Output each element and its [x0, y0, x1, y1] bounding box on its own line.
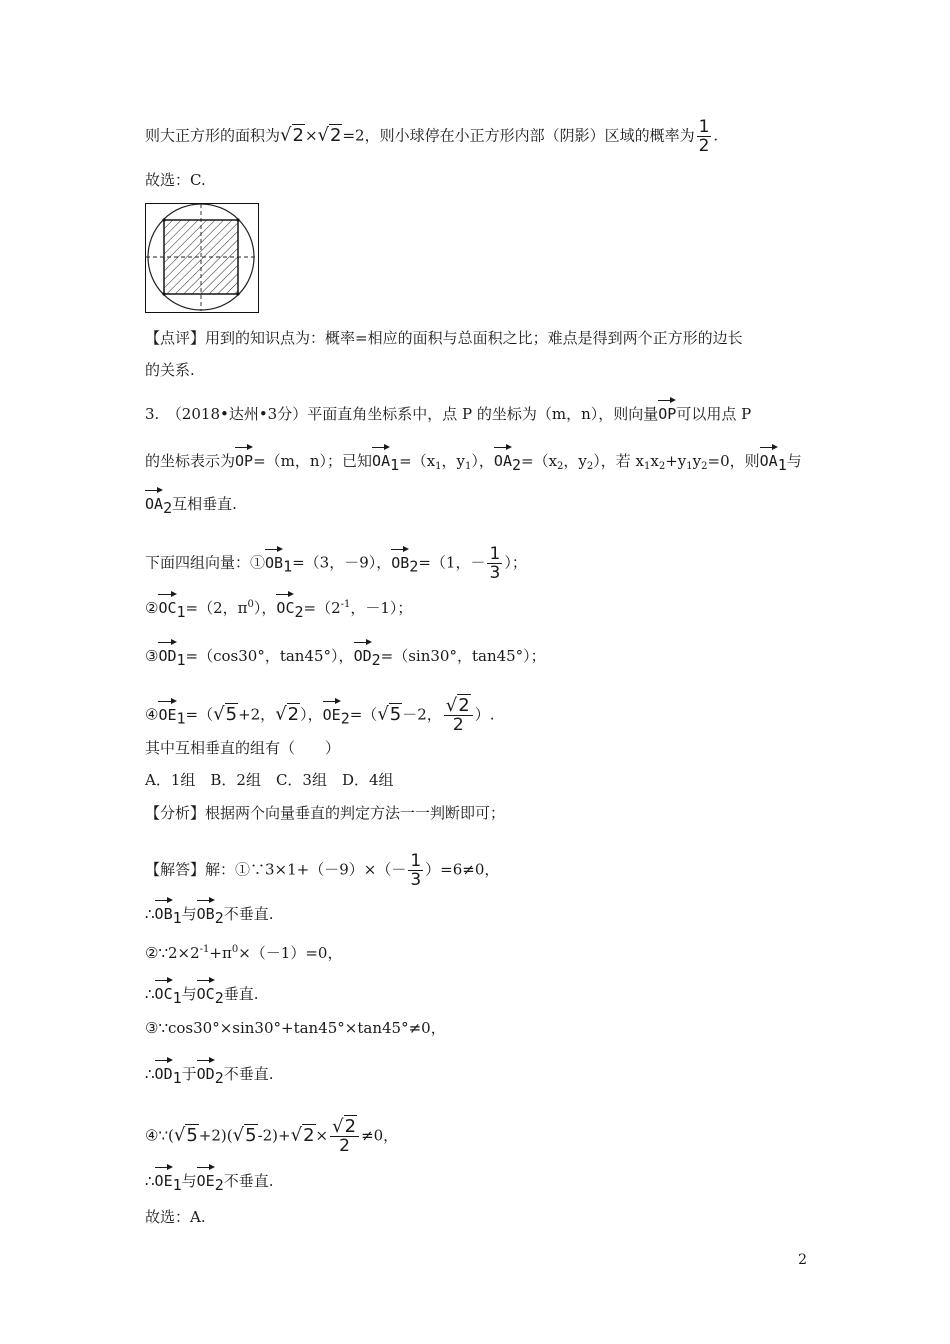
text: ）， — [253, 599, 277, 617]
text-line-10 — [145, 640, 546, 670]
radicand: 5 — [245, 1124, 257, 1146]
text-line-21 — [145, 1118, 398, 1155]
text: . — [713, 126, 719, 145]
vector-oa2: OA — [494, 445, 512, 471]
vector-subscript: 2 — [340, 709, 350, 728]
numerator: 1 — [698, 117, 710, 137]
text: ③ — [145, 647, 159, 665]
text: =（1，－ — [418, 553, 486, 572]
vertex-dot — [236, 218, 239, 221]
subscript: 1 — [465, 461, 472, 472]
superscript: -1 — [199, 944, 210, 955]
vertex-dot — [236, 292, 239, 295]
text: y — [692, 452, 702, 470]
text: ( — [168, 1126, 174, 1145]
text: =（m，n）；已知 — [253, 452, 373, 470]
vector-ob1: OB — [265, 547, 283, 573]
radicand: 2 — [303, 1124, 315, 1146]
sqrt-5: √5 — [213, 703, 238, 725]
text: 下面四组向量：① — [145, 553, 266, 572]
subscript: 1 — [686, 461, 693, 472]
text: ∴ — [145, 985, 155, 1003]
text: =0，则 — [707, 452, 760, 470]
fraction-one-half — [697, 118, 712, 155]
text-line-17 — [145, 940, 342, 963]
numerator — [444, 697, 473, 716]
text-line-2: 故选：C. — [145, 171, 206, 189]
text: ④ — [145, 705, 159, 724]
text-line-9 — [145, 592, 412, 622]
vector-od2: OD — [354, 640, 372, 666]
text-line-14: 【分析】根据两个向量垂直的判定方法一一判断即可； — [145, 804, 506, 822]
vector-oa1: OA — [760, 445, 778, 471]
sqrt-2: √2 — [445, 695, 470, 716]
vector-oe2: OE — [197, 1165, 215, 1191]
text: +y — [665, 452, 687, 470]
text: ② — [145, 599, 159, 617]
denominator: 3 — [410, 870, 422, 890]
text: ）； — [504, 553, 527, 572]
vector-oa2: OA — [145, 488, 163, 514]
text: 不垂直. — [223, 1065, 274, 1083]
text: =（2，π — [185, 599, 248, 617]
vector-subscript: 2 — [214, 1069, 224, 1087]
text: ，y — [441, 452, 466, 470]
text: ∴ — [145, 1172, 155, 1190]
denominator: 2 — [452, 715, 464, 735]
text: ×（－1）=0， — [238, 944, 343, 962]
text: ）=6≠0， — [425, 860, 500, 879]
text: ∴ — [145, 905, 155, 923]
radicand: 2 — [292, 124, 304, 146]
vector-subscript: 1 — [172, 989, 182, 1007]
subscript: 2 — [586, 461, 594, 472]
vector-ob1: OB — [155, 898, 173, 924]
sqrt-2: √2 — [317, 124, 342, 146]
text: =（ — [185, 705, 214, 724]
text-line-5 — [145, 398, 751, 424]
text: =（sin30°，tan45°）； — [380, 647, 546, 665]
vector-oa1: OA — [372, 445, 390, 471]
fraction-one-third — [408, 852, 423, 889]
vector-subscript: 1 — [172, 1069, 182, 1087]
vector-subscript: 2 — [163, 499, 173, 517]
sqrt-5: √5 — [173, 1124, 198, 1146]
subscript: 2 — [557, 461, 564, 472]
text: ②∵2×2 — [145, 944, 200, 962]
vector-ob2: OB — [197, 898, 215, 924]
text: ）， — [471, 452, 494, 470]
subscript: 1 — [644, 461, 651, 472]
vector-op: OP — [658, 398, 676, 424]
sqrt-2: √2 — [332, 1116, 357, 1137]
vector-oe2: OE — [323, 699, 341, 725]
text-line-15 — [145, 852, 499, 889]
vector-oe1: OE — [158, 699, 176, 725]
text: 于 — [181, 1065, 197, 1083]
text: =2，则小球停在小正方形内部（阴影）区域的概率为 — [342, 126, 695, 145]
text-line-12: 其中互相垂直的组有（ ） — [145, 739, 341, 757]
text: 3. （2018•达州•3分）平面直角坐标系中，点 P 的坐标为（m，n），则向量 — [145, 405, 659, 423]
text: =（cos30°，tan45°）， — [185, 647, 354, 665]
vector-od1: OD — [155, 1058, 173, 1084]
vector-subscript: 2 — [409, 557, 419, 576]
text: －2， — [402, 705, 442, 724]
circle-square-diagram — [146, 204, 257, 311]
superscript: 0 — [231, 944, 239, 955]
text: 则大正方形的面积为 — [145, 126, 281, 145]
denominator: 2 — [698, 136, 710, 156]
text: ，y — [563, 452, 587, 470]
vector-od2: OD — [197, 1058, 215, 1084]
sqrt-2: √2 — [290, 1124, 315, 1146]
subscript: 2 — [658, 461, 666, 472]
text: 与 — [181, 905, 197, 923]
denominator: 3 — [489, 563, 501, 583]
text: -2)+ — [257, 1126, 291, 1145]
text-line-16 — [145, 898, 274, 928]
page-number: 2 — [798, 1252, 807, 1268]
text: x — [650, 452, 659, 470]
text: ），若 x — [593, 452, 645, 470]
radicand: 2 — [458, 695, 470, 716]
text: +π — [209, 944, 232, 962]
text-line-11 — [145, 697, 495, 734]
text: =（x — [399, 452, 436, 470]
superscript: -1 — [340, 599, 351, 610]
text-line-7 — [145, 488, 237, 518]
sqrt-5: √5 — [377, 703, 402, 725]
text: 不垂直. — [223, 905, 274, 923]
text: ≠0， — [361, 1126, 399, 1145]
radicand: 5 — [389, 703, 402, 725]
vector-oe1: OE — [155, 1165, 173, 1191]
radicand: 2 — [287, 703, 300, 725]
text: 【解答】解：①∵3×1+（－9）×（－ — [145, 860, 407, 879]
text: 不垂直. — [223, 1172, 274, 1190]
vector-subscript: 2 — [294, 603, 304, 621]
text: 的坐标表示为 — [145, 452, 236, 470]
text: 与 — [181, 985, 197, 1003]
subscript: 2 — [701, 461, 708, 472]
vector-oc2: OC — [276, 592, 294, 618]
text-line-22 — [145, 1165, 274, 1195]
numerator — [330, 1118, 359, 1137]
vector-subscript: 2 — [214, 909, 224, 927]
vector-subscript: 2 — [371, 651, 381, 669]
radicand: 2 — [344, 1116, 357, 1137]
numerator: 1 — [410, 851, 422, 871]
text-line-8 — [145, 545, 527, 582]
text: =（3，－9）， — [292, 553, 392, 572]
times-sign: × — [315, 1126, 329, 1145]
vector-subscript: 1 — [176, 709, 186, 728]
vector-subscript: 1 — [390, 456, 400, 474]
text: 互相垂直. — [172, 495, 237, 513]
text: +2， — [238, 705, 276, 724]
fraction-one-third — [487, 545, 502, 582]
denominator: 2 — [339, 1136, 350, 1156]
text-line-13: A．1组 B．2组 C．3组 D．4组 — [145, 771, 394, 789]
vector-subscript: 2 — [214, 989, 224, 1007]
text-line-4: 的关系. — [145, 361, 195, 379]
vertex-dot — [162, 218, 165, 221]
vector-ob2: OB — [391, 547, 409, 573]
fraction-sqrt2-over-2 — [444, 697, 473, 734]
text: =（ — [349, 705, 378, 724]
superscript: 0 — [247, 599, 254, 610]
vector-subscript: 1 — [172, 1176, 182, 1194]
text-line-20 — [145, 1058, 274, 1088]
text: 可以用点 P — [676, 405, 752, 423]
subscript: 1 — [435, 461, 442, 472]
sqrt-2: √2 — [280, 124, 304, 146]
vector-subscript: 1 — [176, 603, 186, 621]
text-line-3: 【点评】用到的知识点为：概率=相应的面积与总面积之比；难点是得到两个正方形的边长 — [145, 329, 743, 347]
text: ∴ — [145, 1065, 155, 1083]
radicand: 5 — [225, 703, 238, 725]
vertex-dot — [162, 292, 165, 295]
text: =（x — [521, 452, 558, 470]
vector-oc1: OC — [155, 978, 173, 1004]
text: +2)( — [198, 1126, 233, 1145]
text: ，－1）； — [350, 599, 413, 617]
text-line-23: 故选：A. — [145, 1208, 206, 1226]
fraction-sqrt2-over-2 — [330, 1118, 359, 1155]
text: ）. — [474, 705, 495, 724]
text: ④∵ — [145, 1126, 168, 1145]
sqrt-2: √2 — [275, 703, 300, 725]
text-line-19: ③∵cos30°×sin30°+tan45°×tan45°≠0， — [145, 1019, 446, 1037]
text: 与 — [786, 452, 802, 470]
vector-subscript: 1 — [172, 909, 182, 927]
vector-oc1: OC — [158, 592, 176, 618]
vector-subscript: 1 — [283, 557, 293, 576]
vector-subscript: 1 — [176, 651, 186, 669]
sqrt-5: √5 — [232, 1124, 257, 1146]
text: 垂直. — [223, 985, 259, 1003]
text: ）， — [300, 705, 323, 724]
vector-subscript: 1 — [777, 456, 787, 474]
radicand: 2 — [330, 124, 342, 146]
numerator: 1 — [489, 544, 501, 564]
text: =（2 — [303, 599, 341, 617]
vector-oc2: OC — [197, 978, 215, 1004]
times-sign: × — [304, 126, 318, 145]
text-line-6 — [145, 445, 802, 477]
vector-subscript: 2 — [511, 456, 522, 474]
radicand: 5 — [186, 1124, 198, 1146]
vector-op: OP — [235, 445, 253, 471]
text-line-18 — [145, 978, 259, 1008]
circle-square-figure — [145, 203, 259, 313]
text-line-1 — [145, 118, 718, 155]
text: 与 — [181, 1172, 197, 1190]
vector-od1: OD — [158, 640, 176, 666]
vector-subscript: 2 — [214, 1176, 224, 1194]
